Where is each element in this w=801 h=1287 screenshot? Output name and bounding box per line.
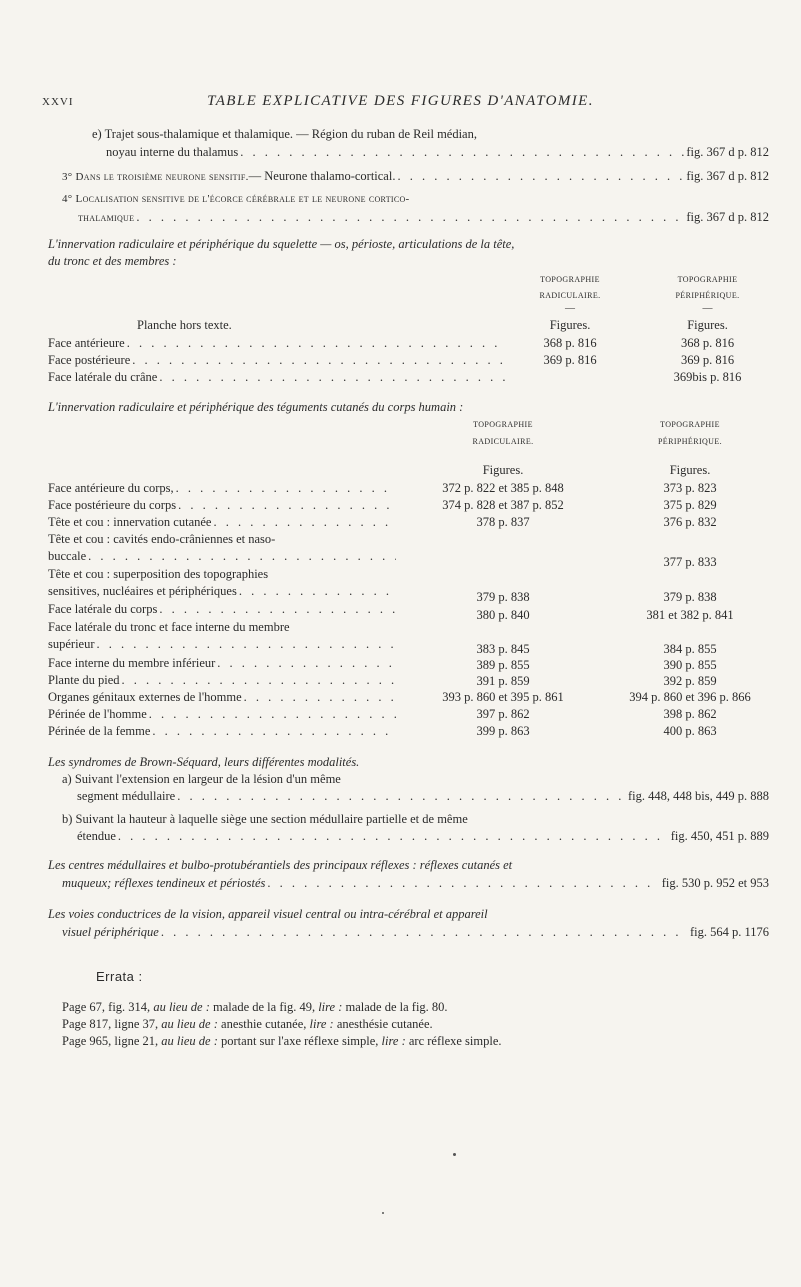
section-e-line2 [106, 145, 769, 160]
item-3-prefix: 3° Dans le troisième neurone sensitif. [62, 171, 249, 183]
table2-row [48, 673, 398, 688]
errata-line [62, 1034, 502, 1049]
item-3-text: — Neurone thalamo-cortical. [248, 169, 396, 183]
table2-row-label: Organes génitaux externes de l'homme [48, 690, 242, 704]
table1-title-line2: du tronc et des membres : [48, 254, 177, 268]
table2-row-label: Face antérieure du corps, [48, 481, 174, 495]
table1-row-c1: 368 p. 816 [543, 336, 597, 350]
table2-row [48, 724, 398, 739]
leader-dots [88, 549, 396, 564]
table1-col2-dash: — [702, 303, 713, 314]
table2-row-label: sensitives, nucléaires et périphériques [48, 584, 237, 598]
errata-text: malade de la fig. 80. [345, 1000, 448, 1014]
table1-row-label: Face antérieure [48, 336, 125, 350]
table1-row-c2: 369bis p. 816 [673, 370, 742, 384]
table2-row-label: Face postérieure du corps [48, 498, 177, 512]
section-e-label: noyau interne du thalamus [106, 145, 239, 159]
leader-dots [136, 210, 684, 225]
table2-row-c2: 398 p. 862 [663, 707, 717, 721]
syndromes-b-label: étendue [77, 829, 116, 843]
table1-row [48, 353, 508, 368]
table2-row-c1: 374 p. 828 et 387 p. 852 [442, 498, 564, 512]
table2-row-label: Périnée de la femme [48, 724, 151, 738]
leader-dots [397, 169, 684, 184]
table2-row-c2: 375 p. 829 [663, 498, 717, 512]
voies-line2 [62, 925, 769, 940]
leader-dots [118, 829, 669, 844]
table2-col1-sub: Figures. [482, 463, 524, 477]
leader-dots [244, 690, 396, 705]
item-4-ref: fig. 367 d p. 812 [686, 210, 769, 224]
table2-row-c2: 381 et 382 p. 841 [646, 608, 734, 622]
table1-row-c2: 369 p. 816 [680, 353, 735, 367]
table2-row-label: Plante du pied [48, 673, 120, 687]
errata-italic: au lieu de : [161, 1034, 218, 1048]
leader-dots [267, 876, 659, 891]
table2-row-c2: 394 p. 860 et 396 p. 866 [629, 690, 751, 704]
centres-line2 [62, 876, 769, 891]
errata-text: anesthie cutanée, [221, 1017, 307, 1031]
table1-col1-head2: RADICULAIRE. [539, 291, 601, 300]
page-number: XXVI [42, 96, 74, 108]
table2-row-c2: 377 p. 833 [663, 555, 717, 569]
syndromes-b-line1: b) Suivant la hauteur à laquelle siège une section médullaire partielle et de même [62, 812, 468, 826]
table2-row-label1: Tête et cou : superposition des topographies [48, 567, 269, 581]
table2-row [48, 481, 398, 496]
leader-dots [217, 656, 396, 671]
syndromes-a-line2 [77, 789, 769, 804]
table2-title: L'innervation radiculaire et périphérique des téguments cutanés du corps humain : [48, 400, 464, 414]
table2-row-c1: 372 p. 822 et 385 p. 848 [442, 481, 564, 495]
table2-row-label: Tête et cou : innervation cutanée [48, 515, 212, 529]
syndromes-b-line2 [77, 829, 769, 844]
item-4-line2 [78, 210, 769, 225]
leader-dots [122, 673, 396, 688]
table2-row-label: Face interne du membre inférieur [48, 656, 216, 670]
table2-row-c2: 379 p. 838 [663, 590, 717, 604]
table2-row-c1: 379 p. 838 [476, 590, 530, 604]
syndromes-b-ref: fig. 450, 451 p. 889 [670, 829, 769, 843]
table2-row [48, 690, 398, 705]
ink-speck [382, 1212, 384, 1214]
table2-row-label1: Face latérale du tronc et face interne du membre [48, 620, 290, 634]
centres-ref: fig. 530 p. 952 et 953 [661, 876, 769, 890]
leader-dots [159, 602, 396, 617]
item-4-line1: 4° Localisation sensitive de l'écorce cérébrale et le neurone cortico- [62, 193, 410, 205]
leader-dots [159, 370, 506, 385]
table2-row-c1: 389 p. 855 [476, 658, 530, 672]
item-3-ref: fig. 367 d p. 812 [686, 169, 769, 183]
table2-row-c1: 397 p. 862 [476, 707, 530, 721]
table1-col1-head1: TOPOGRAPHIE [540, 275, 600, 284]
voies-ref: fig. 564 p. 1176 [689, 925, 769, 939]
errata-text: malade de la fig. 49, [213, 1000, 316, 1014]
syndromes-title: Les syndromes de Brown-Séquard, leurs différentes modalités. [48, 755, 360, 769]
table2-col2-sub: Figures. [669, 463, 711, 477]
table2-row-c2: 373 p. 823 [663, 481, 717, 495]
errata-italic: au lieu de : [153, 1000, 210, 1014]
item-3 [62, 169, 769, 184]
leader-dots [127, 336, 506, 351]
table2-row [48, 584, 398, 599]
table2-row-c1: 391 p. 859 [476, 674, 530, 688]
table2-row [48, 656, 398, 671]
leader-dots [161, 925, 688, 940]
syndromes-a-ref: fig. 448, 448 bis, 449 p. 888 [628, 789, 769, 803]
syndromes-a-label: segment médullaire [77, 789, 176, 803]
leader-dots [149, 707, 396, 722]
table1-title-line1: L'innervation radiculaire et périphérique du squelette — os, périoste, articulations de la tête, [48, 237, 515, 251]
errata-text: portant sur l'axe réflexe simple, [221, 1034, 379, 1048]
leader-dots [213, 515, 396, 530]
table1-row-c2: 368 p. 816 [680, 336, 735, 350]
table2-col2-head2: PÉRIPHÉRIQUE. [657, 437, 723, 446]
section-e-ref: fig. 367 d p. 812 [686, 145, 769, 159]
table1-col2-sub: Figures. [687, 318, 728, 332]
leader-dots [152, 724, 396, 739]
table2-row-c2: 384 p. 855 [663, 642, 717, 656]
table2-row-c2: 392 p. 859 [663, 674, 717, 688]
table2-col2-head1: TOPOGRAPHIE [660, 420, 720, 429]
table2-row-c1: 399 p. 863 [476, 724, 530, 738]
table2-row [48, 637, 398, 652]
table2-row [48, 498, 398, 513]
errata-line [62, 1017, 433, 1032]
table1-row [48, 370, 508, 385]
leader-dots [97, 637, 396, 652]
table2-row [48, 515, 398, 530]
errata-italic: lire : [381, 1034, 406, 1048]
table2-row-label: Face latérale du corps [48, 602, 158, 616]
table2-col1-head1: TOPOGRAPHIE [473, 420, 533, 429]
voies-label: visuel périphérique [62, 925, 159, 939]
errata-italic: lire : [318, 1000, 343, 1014]
leader-dots [132, 353, 506, 368]
syndromes-a-line1: a) Suivant l'extension en largeur de la lésion d'un même [62, 772, 341, 786]
item-4-label: thalamique [78, 212, 135, 224]
table1-col2-head1: TOPOGRAPHIE [677, 275, 738, 284]
table1-row-c1: 369 p. 816 [543, 353, 597, 367]
table2-row-label: buccale [48, 549, 87, 563]
table1-col1-dash: — [565, 303, 575, 314]
table2-row-c1: 393 p. 860 et 395 p. 861 [442, 690, 564, 704]
table1-col2-head2: PÉRIPHÉRIQUE. [675, 291, 740, 300]
errata-line [62, 1000, 448, 1015]
errata-text: anesthésie cutanée. [336, 1017, 433, 1031]
table1-col1-sub: Figures. [549, 318, 591, 332]
errata-lead: Page 817, ligne 37, [62, 1017, 159, 1031]
table2-col1-head2: RADICULAIRE. [472, 437, 534, 446]
table2-row-c1: 378 p. 837 [476, 515, 530, 529]
table2-row [48, 549, 398, 564]
leader-dots [240, 145, 684, 160]
leader-dots [239, 584, 396, 599]
leader-dots [176, 481, 396, 496]
table2-row-c1: 380 p. 840 [476, 608, 530, 622]
centres-label: muqueux; réflexes tendineux et périostés [62, 876, 266, 890]
leader-dots [177, 789, 626, 804]
table2-row-label: supérieur [48, 637, 95, 651]
errata-title: Errata : [96, 969, 143, 984]
errata-lead: Page 67, fig. 314, [62, 1000, 151, 1014]
table2-row-label: Périnée de l'homme [48, 707, 147, 721]
errata-italic: lire : [309, 1017, 334, 1031]
table2-row-c2: 376 p. 832 [663, 515, 717, 529]
table2-row-c2: 390 p. 855 [663, 658, 717, 672]
table2-row [48, 707, 398, 722]
centres-line1: Les centres médullaires et bulbo-protubérantiels des principaux réflexes : réflexes cutanés et [48, 858, 513, 872]
errata-lead: Page 965, ligne 21, [62, 1034, 159, 1048]
running-title: TABLE EXPLICATIVE DES FIGURES D'ANATOMIE. [207, 93, 594, 109]
table1-row-label: Face postérieure [48, 353, 131, 367]
errata-italic: au lieu de : [161, 1017, 218, 1031]
ink-speck [453, 1153, 456, 1156]
table1-row [48, 336, 508, 351]
leader-dots [178, 498, 396, 513]
voies-line1: Les voies conductrices de la vision, appareil visuel central ou intra-cérébral et appareil [48, 907, 488, 921]
section-e-line1: e) Trajet sous-thalamique et thalamique. — Région du ruban de Reil médian, [92, 127, 477, 141]
table2-row-c1: 383 p. 845 [476, 642, 530, 656]
table2-row-c2: 400 p. 863 [663, 724, 717, 738]
table1-row-label: Face latérale du crâne [48, 370, 158, 384]
errata-text: arc réflexe simple. [408, 1034, 502, 1048]
table1-row-label-head: Planche hors texte. [137, 318, 232, 332]
table2-row-label1: Tête et cou : cavités endo-crâniennes et naso- [48, 532, 276, 546]
table2-row [48, 602, 398, 617]
